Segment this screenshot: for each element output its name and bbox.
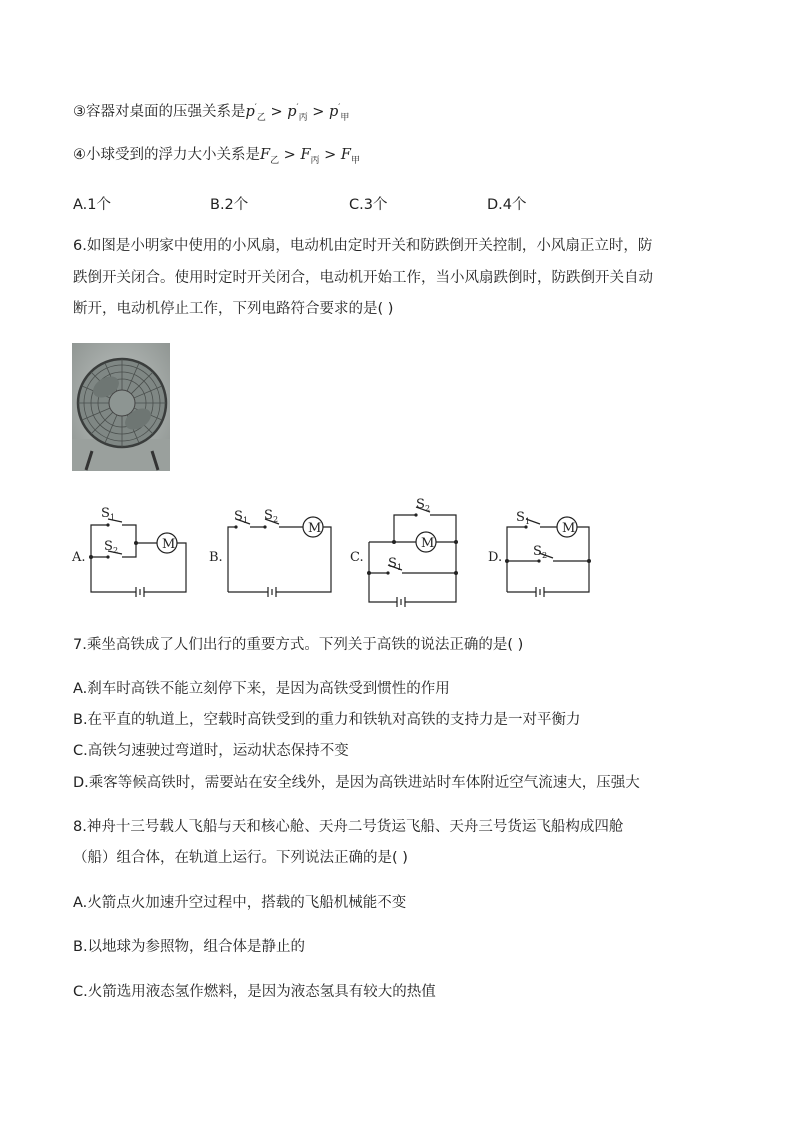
formula-var: F <box>260 147 271 163</box>
switch-subscript: 2 <box>113 546 119 555</box>
q7-stem: 7.乘坐高铁成了人们出行的重要方式。下列关于高铁的说法正确的是( ) <box>73 637 524 653</box>
formula-sub: 乙 <box>270 156 280 166</box>
q5-item-4-text: ④小球受到的浮力大小关系是 <box>73 147 260 163</box>
motor-label: M <box>162 537 176 552</box>
circuit-b <box>207 495 337 600</box>
switch-s2-label: S <box>416 497 425 512</box>
q7-option-d: D.乘客等候高铁时，需要站在安全线外，是因为高铁进站时车体附近空气流速大，压强大 <box>73 775 640 791</box>
motor-label: M <box>308 521 322 536</box>
formula-sub: 甲 <box>340 113 350 123</box>
q7-option-a: A.刹车时高铁不能立刻停下来，是因为高铁受到惯性的作用 <box>73 681 450 697</box>
circuit-c <box>348 495 463 610</box>
formula-op: > <box>319 147 341 163</box>
formula-sub: 丙 <box>298 113 308 123</box>
q5-option-c: C.3个 <box>349 197 388 213</box>
switch-s2-label: S <box>264 508 273 523</box>
circuit-b-label: B. <box>209 550 223 565</box>
q6-stem-line-1: 6.如图是小明家中使用的小风扇，电动机由定时开关和防跌倒开关控制，小风扇正立时，防 <box>73 238 653 254</box>
circuit-d <box>486 495 596 600</box>
motor-symbol <box>157 533 177 553</box>
switch-s1-label: S <box>234 509 243 524</box>
switch-s2-label: S <box>533 544 542 559</box>
switch-s1-label: S <box>516 510 525 525</box>
q7-option-c: C.高铁匀速驶过弯道时，运动状态保持不变 <box>73 743 349 759</box>
motor-symbol <box>416 532 436 552</box>
formula-sup: ′ <box>296 103 299 113</box>
q5-option-d: D.4个 <box>487 197 527 213</box>
switch-s2-label: S <box>104 539 113 554</box>
q5-item-4 <box>73 145 360 171</box>
switch-subscript: 1 <box>397 563 403 572</box>
formula-op: > <box>265 104 288 120</box>
q8-option-b: B.以地球为参照物，组合体是静止的 <box>73 939 306 955</box>
formula-var: p <box>287 104 297 120</box>
q8-stem-line-1: 8.神舟十三号载人飞船与天和核心舱、天舟二号货运飞船、天舟三号货运飞船构成四舱 <box>73 819 624 835</box>
formula-op: > <box>279 147 301 163</box>
formula-sup: ′ <box>254 103 257 113</box>
motor-symbol <box>303 517 323 537</box>
q6-stem-line-2: 跌倒开关闭合。使用时定时开关闭合，电动机开始工作，当小风扇跌倒时，防跌倒开关自动 <box>73 270 653 286</box>
formula-var: p <box>328 104 339 120</box>
circuit-a-label: A. <box>72 550 86 565</box>
formula-var: p <box>245 104 255 120</box>
formula-sup: ′ <box>338 103 341 113</box>
formula-sub: 丙 <box>310 156 320 166</box>
switch-s1-label: S <box>388 556 397 571</box>
q8-option-c: C.火箭选用液态氢作燃料，是因为液态氢具有较大的热值 <box>73 984 436 1000</box>
motor-symbol <box>557 517 577 537</box>
q5-item-3-text: ③容器对桌面的压强关系是 <box>73 104 246 120</box>
switch-subscript: 1 <box>525 517 531 526</box>
motor-label: M <box>562 521 576 536</box>
motor-label: M <box>421 536 435 551</box>
switch-subscript: 2 <box>542 551 548 560</box>
q5-option-b: B.2个 <box>210 197 249 213</box>
circuit-d-label: D. <box>488 550 503 565</box>
q5-option-a: A.1个 <box>73 197 111 213</box>
q6-stem-line-3: 断开，电动机停止工作，下列电路符合要求的是( ) <box>73 301 394 317</box>
q7-option-b: B.在平直的轨道上，空载时高铁受到的重力和铁轨对高铁的支持力是一对平衡力 <box>73 712 581 728</box>
formula-sub: 甲 <box>350 156 360 166</box>
q8-stem-line-2: （船）组合体，在轨道上运行。下列说法正确的是( ) <box>73 850 408 866</box>
q5-item-3 <box>73 98 349 128</box>
switch-subscript: 2 <box>425 504 431 513</box>
formula-sub: 乙 <box>256 113 266 123</box>
circuit-a <box>70 495 190 600</box>
circuit-c-label: C. <box>350 550 364 565</box>
switch-subscript: 1 <box>243 516 249 525</box>
switch-subscript: 2 <box>273 515 279 524</box>
switch-subscript: 1 <box>110 513 116 522</box>
q8-option-a: A.火箭点火加速升空过程中，搭载的飞船机械能不变 <box>73 895 407 911</box>
formula-op: > <box>307 104 329 120</box>
fan-photo <box>72 343 170 471</box>
switch-s1-label: S <box>101 506 110 521</box>
formula-var: F <box>300 147 311 163</box>
formula-var: F <box>340 147 351 163</box>
